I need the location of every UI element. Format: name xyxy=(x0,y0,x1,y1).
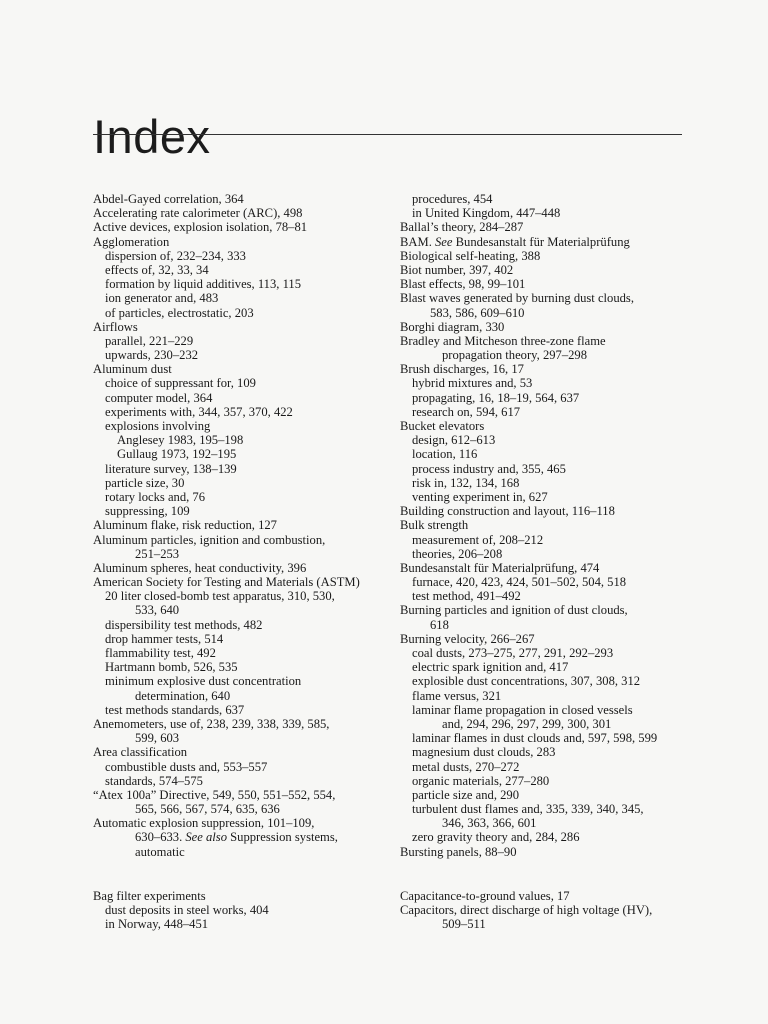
index-entry-text: “Atex 100a” Directive, 549, 550, 551–552, 554, xyxy=(93,787,336,802)
index-entry-text: test methods standards, 637 xyxy=(105,702,245,717)
index-entry-text: particle size, 30 xyxy=(105,475,185,490)
index-entry-text: Hartmann bomb, 526, 535 xyxy=(105,660,238,675)
index-entry xyxy=(400,603,690,617)
index-entry-text: dust deposits in steel works, 404 xyxy=(105,903,269,918)
index-entry-text: automatic xyxy=(135,844,185,859)
index-entry xyxy=(400,589,690,603)
index-entry-text: design, 612–613 xyxy=(412,433,496,448)
index-entry-text: risk in, 132, 134, 168 xyxy=(412,475,520,490)
index-entry xyxy=(400,476,690,490)
index-entry-text: 346, 363, 366, 601 xyxy=(442,816,537,831)
index-entry xyxy=(93,348,383,362)
index-entry-text: combustible dusts and, 553–557 xyxy=(105,759,268,774)
index-entry xyxy=(400,306,690,320)
index-entry-text: computer model, 364 xyxy=(105,390,213,405)
index-entry-text: Brush discharges, 16, 17 xyxy=(400,362,524,377)
index-entry-text: Borghi diagram, 330 xyxy=(400,319,505,334)
index-entry xyxy=(400,518,690,532)
index-entry-text: Burning velocity, 266–267 xyxy=(400,631,535,646)
index-entry-text: Bradley and Mitcheson three-zone flame xyxy=(400,333,606,348)
index-entry xyxy=(93,717,383,731)
index-entry xyxy=(400,192,690,206)
index-entry-text: upwards, 230–232 xyxy=(105,348,199,363)
index-entry-text: literature survey, 138–139 xyxy=(105,461,237,476)
index-entry xyxy=(93,903,383,917)
index-entry xyxy=(93,703,383,717)
index-entry xyxy=(400,220,690,234)
index-entry-text: 509–511 xyxy=(442,917,486,932)
index-entry xyxy=(400,802,690,816)
index-entry-text: parallel, 221–229 xyxy=(105,333,194,348)
index-entry-text: research on, 594, 617 xyxy=(412,404,521,419)
index-entry-text: explosions involving xyxy=(105,419,211,433)
index-entry xyxy=(93,575,383,589)
index-entry-text: Anglesey 1983, 195–198 xyxy=(117,433,244,448)
index-entry xyxy=(400,660,690,674)
index-entry xyxy=(93,518,383,532)
index-entry xyxy=(400,547,690,561)
index-entry xyxy=(400,447,690,461)
index-entry-text: Agglomeration xyxy=(93,234,170,249)
index-entry xyxy=(400,419,690,433)
index-entry-text: American Society for Testing and Materials (ASTM) xyxy=(93,575,360,590)
index-entry xyxy=(400,674,690,688)
index-entry xyxy=(400,632,690,646)
index-entry-text: determination, 640 xyxy=(135,688,231,703)
index-entry-text: Suppression systems, xyxy=(227,830,338,845)
index-entry xyxy=(93,917,383,931)
index-entry-text: effects of, 32, 33, 34 xyxy=(105,262,209,277)
index-entry xyxy=(400,903,690,917)
index-entry xyxy=(400,703,690,717)
index-entry-text: 618 xyxy=(430,617,449,632)
index-entry-text: standards, 574–575 xyxy=(105,773,203,788)
index-entry xyxy=(93,476,383,490)
index-entry xyxy=(93,405,383,419)
index-entry xyxy=(400,362,690,376)
index-entry xyxy=(400,249,690,263)
index-entry-text: Aluminum flake, risk reduction, 127 xyxy=(93,518,277,533)
index-column-right xyxy=(400,192,690,859)
index-entry xyxy=(93,533,383,547)
index-entry xyxy=(93,889,383,903)
index-entry-text: 20 liter closed-bomb test apparatus, 310, 530, xyxy=(105,589,335,604)
index-entry-text: dispersion of, 232–234, 333 xyxy=(105,248,246,263)
index-entry xyxy=(93,334,383,348)
index-entry-text: dispersibility test methods, 482 xyxy=(105,617,263,632)
index-entry-text: propagation theory, 297–298 xyxy=(442,348,588,363)
index-entry-text: in United Kingdom, 447–448 xyxy=(412,206,561,221)
index-entry xyxy=(93,674,383,688)
index-entry xyxy=(400,490,690,504)
index-entry-text: electric spark ignition and, 417 xyxy=(412,660,569,675)
index-entry-text: Active devices, explosion isolation, 78–81 xyxy=(93,220,308,235)
cross-reference-label: See xyxy=(435,234,453,249)
index-entry-text: 565, 566, 567, 574, 635, 636 xyxy=(135,802,280,817)
index-entry xyxy=(400,830,690,844)
index-entry-text: procedures, 454 xyxy=(412,192,493,206)
index-entry-text: turbulent dust flames and, 335, 339, 340, 345, xyxy=(412,802,644,817)
index-entry-text: experiments with, 344, 357, 370, 422 xyxy=(105,404,293,419)
index-entry xyxy=(400,760,690,774)
index-entry xyxy=(400,717,690,731)
index-entry-text: choice of suppressant for, 109 xyxy=(105,376,256,391)
index-entry-text: Anemometers, use of, 238, 239, 338, 339, 585, xyxy=(93,716,330,731)
index-entry-text: Area classification xyxy=(93,745,188,760)
index-entry-text: 251–253 xyxy=(135,546,180,561)
index-entry xyxy=(400,405,690,419)
index-column-right-continued xyxy=(400,889,690,932)
index-entry xyxy=(93,774,383,788)
index-entry xyxy=(400,731,690,745)
index-entry xyxy=(93,462,383,476)
index-entry-text: Bundesanstalt für Materialprüfung, 474 xyxy=(400,560,600,575)
index-entry-text: Building construction and layout, 116–118 xyxy=(400,504,615,519)
index-entry-text: Bursting panels, 88–90 xyxy=(400,844,517,859)
index-entry xyxy=(93,618,383,632)
index-entry-text: Ballal’s theory, 284–287 xyxy=(400,220,524,235)
index-entry-text: Abdel-Gayed correlation, 364 xyxy=(93,192,244,206)
index-entry-text: 533, 640 xyxy=(135,603,180,618)
index-entry-text: 599, 603 xyxy=(135,731,180,746)
index-entry xyxy=(93,816,383,830)
index-entry xyxy=(400,334,690,348)
index-entry-text: metal dusts, 270–272 xyxy=(412,759,520,774)
index-entry xyxy=(400,504,690,518)
index-entry-text: and, 294, 296, 297, 299, 300, 301 xyxy=(442,716,612,731)
index-entry-text: explosible dust concentrations, 307, 308, 312 xyxy=(412,674,641,689)
index-entry-text: organic materials, 277–280 xyxy=(412,773,550,788)
index-entry xyxy=(400,689,690,703)
index-entry xyxy=(93,589,383,603)
index-entry xyxy=(93,490,383,504)
index-entry-text: Bucket elevators xyxy=(400,419,485,433)
index-entry xyxy=(400,462,690,476)
index-entry-text: Aluminum dust xyxy=(93,362,172,377)
index-entry-text: Bulk strength xyxy=(400,518,469,533)
index-entry-text: process industry and, 355, 465 xyxy=(412,461,566,476)
index-entry xyxy=(400,646,690,660)
index-entry xyxy=(93,376,383,390)
index-entry xyxy=(93,447,383,461)
index-entry xyxy=(93,547,383,561)
index-entry-text: of particles, electrostatic, 203 xyxy=(105,305,254,320)
index-entry xyxy=(93,788,383,802)
index-column-left-continued xyxy=(93,889,383,932)
index-entry xyxy=(400,774,690,788)
index-entry xyxy=(93,760,383,774)
index-entry xyxy=(400,561,690,575)
index-entry xyxy=(93,362,383,376)
index-entry-text: Aluminum spheres, heat conductivity, 396 xyxy=(93,560,307,575)
index-entry xyxy=(93,277,383,291)
index-entry xyxy=(400,433,690,447)
index-entry-text: furnace, 420, 423, 424, 501–502, 504, 518 xyxy=(412,575,627,590)
index-entry-text: coal dusts, 273–275, 277, 291, 292–293 xyxy=(412,646,614,660)
index-entry-text: Blast effects, 98, 99–101 xyxy=(400,277,526,292)
index-entry-text: ion generator and, 483 xyxy=(105,291,219,306)
index-entry-text: suppressing, 109 xyxy=(105,504,190,519)
index-entry xyxy=(93,689,383,703)
index-entry xyxy=(93,391,383,405)
index-entry-text: Accelerating rate calorimeter (ARC), 498 xyxy=(93,206,303,221)
index-entry-text: flammability test, 492 xyxy=(105,646,216,660)
index-entry xyxy=(93,561,383,575)
index-entry xyxy=(400,391,690,405)
index-entry-text: magnesium dust clouds, 283 xyxy=(412,745,556,760)
index-entry xyxy=(400,206,690,220)
index-entry xyxy=(93,206,383,220)
cross-reference-label: See also xyxy=(185,830,227,845)
index-column-left xyxy=(93,192,383,859)
index-entry-text: location, 116 xyxy=(412,447,478,462)
title-divider xyxy=(93,134,682,135)
index-entry xyxy=(400,263,690,277)
index-entry xyxy=(93,291,383,305)
index-entry-text: Bag filter experiments xyxy=(93,889,206,903)
index-entry xyxy=(400,618,690,632)
index-entry xyxy=(93,419,383,433)
page-title: Index xyxy=(93,110,211,164)
index-entry-text: Gullaug 1973, 192–195 xyxy=(117,447,237,462)
index-entry xyxy=(93,220,383,234)
index-entry-text: Aluminum particles, ignition and combustion, xyxy=(93,532,326,547)
index-entry xyxy=(400,348,690,362)
index-entry xyxy=(400,575,690,589)
index-entry xyxy=(400,533,690,547)
index-entry-text: particle size and, 290 xyxy=(412,787,520,802)
index-entry-text: minimum explosive dust concentration xyxy=(105,674,302,689)
index-entry-text: formation by liquid additives, 113, 115 xyxy=(105,277,301,292)
index-entry-text: flame versus, 321 xyxy=(412,688,502,703)
index-entry-text: Automatic explosion suppression, 101–109, xyxy=(93,816,315,831)
index-entry-text: zero gravity theory and, 284, 286 xyxy=(412,830,580,845)
index-entry xyxy=(93,745,383,759)
index-entry xyxy=(93,646,383,660)
index-entry xyxy=(93,249,383,263)
index-entry-text: Capacitors, direct discharge of high voltage (HV), xyxy=(400,903,653,918)
index-entry xyxy=(400,745,690,759)
index-entry xyxy=(93,192,383,206)
index-entry-text: Biological self-heating, 388 xyxy=(400,248,541,263)
index-entry-text: venting experiment in, 627 xyxy=(412,489,548,504)
index-entry xyxy=(93,504,383,518)
index-entry xyxy=(93,802,383,816)
index-entry xyxy=(93,306,383,320)
index-entry xyxy=(400,235,690,249)
index-entry-text: Blast waves generated by burning dust clouds, xyxy=(400,291,634,306)
index-entry xyxy=(93,263,383,277)
index-entry xyxy=(93,603,383,617)
index-entry-text: drop hammer tests, 514 xyxy=(105,631,224,646)
index-entry xyxy=(93,660,383,674)
index-entry-text: 583, 586, 609–610 xyxy=(430,305,525,320)
index-entry xyxy=(400,320,690,334)
index-entry-text: BAM. xyxy=(400,234,435,249)
index-entry-text: hybrid mixtures and, 53 xyxy=(412,376,533,391)
index-entry xyxy=(400,845,690,859)
index-entry xyxy=(93,830,383,844)
index-entry xyxy=(93,433,383,447)
index-entry xyxy=(400,889,690,903)
index-entry-text: rotary locks and, 76 xyxy=(105,489,206,504)
index-entry-text: theories, 206–208 xyxy=(412,546,503,561)
index-entry xyxy=(93,731,383,745)
index-entry xyxy=(400,291,690,305)
index-entry xyxy=(93,632,383,646)
index-entry xyxy=(93,320,383,334)
index-entry-text: laminar flames in dust clouds and, 597, 598, 599 xyxy=(412,731,658,746)
index-entry xyxy=(93,845,383,859)
index-entry-text: Biot number, 397, 402 xyxy=(400,262,514,277)
index-entry xyxy=(400,816,690,830)
index-entry-text: propagating, 16, 18–19, 564, 637 xyxy=(412,390,580,405)
index-entry-text: 630–633. xyxy=(135,830,186,845)
index-entry-text: laminar flame propagation in closed vessels xyxy=(412,702,633,717)
index-entry-text: test method, 491–492 xyxy=(412,589,521,604)
index-entry-text: measurement of, 208–212 xyxy=(412,532,544,547)
index-entry xyxy=(400,917,690,931)
index-entry-text: Burning particles and ignition of dust clouds, xyxy=(400,603,628,618)
index-entry-text: Bundesanstalt für Materialprüfung xyxy=(452,234,630,249)
index-entry-text: Airflows xyxy=(93,319,138,334)
index-entry xyxy=(400,376,690,390)
index-entry xyxy=(400,277,690,291)
index-entry-text: Capacitance-to-ground values, 17 xyxy=(400,889,570,903)
index-entry xyxy=(400,788,690,802)
index-entry xyxy=(93,235,383,249)
index-entry-text: in Norway, 448–451 xyxy=(105,917,209,932)
